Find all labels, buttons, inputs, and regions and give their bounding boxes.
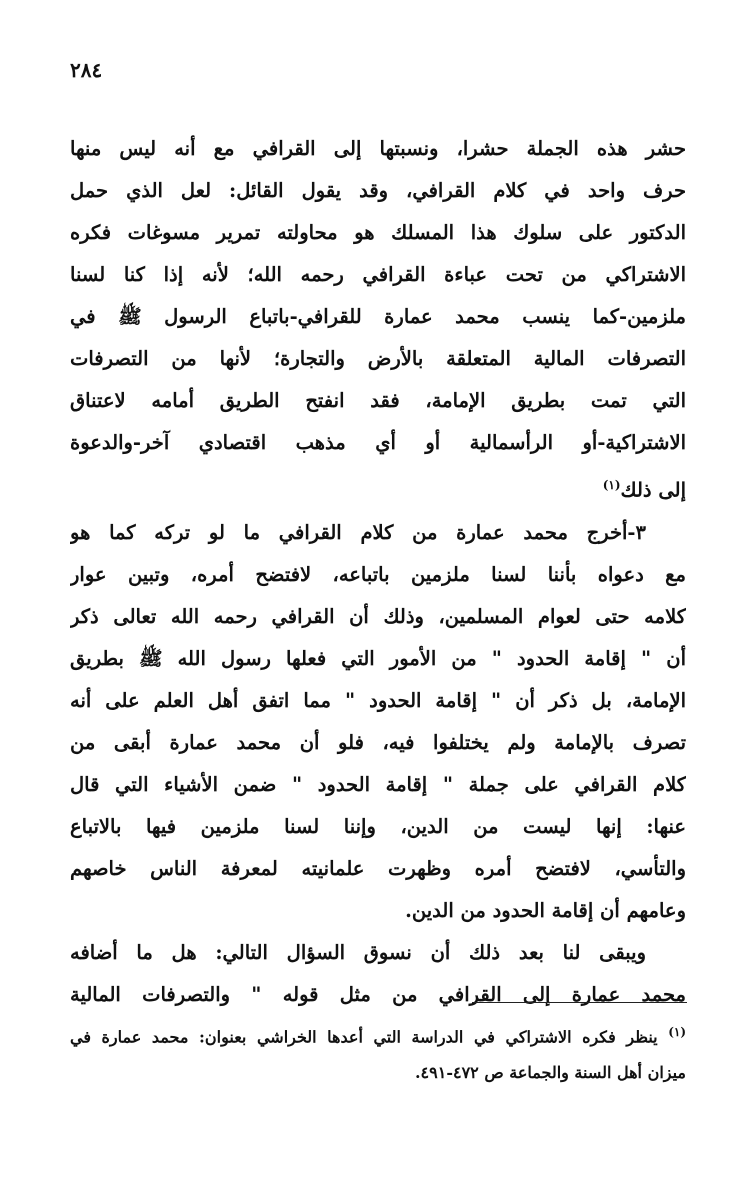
text-line: محمد عمارة إلى القرافي من مثل قوله " والتصرفات المالية <box>70 982 686 1006</box>
footnote-line <box>70 1014 686 1055</box>
text-line: الاشتراكي من تحت عباءة القرافي رحمه الله؛ لأنه إذا كنا لسنا <box>70 263 686 286</box>
text-line: الاشتراكية-أو الرأسمالية أو أي مذهب اقتصادي آخر-والدعوة <box>70 431 686 454</box>
text-line: كلامه حتى لعوام المسلمين، وذلك أن القرافي رحمه الله تعالى ذكر <box>70 604 686 628</box>
text-line: تصرف بالإمامة ولم يختلفوا فيه، فلو أن محمد عمارة أبقى من <box>70 730 686 754</box>
text-line: التصرفات المالية المتعلقة بالأرض والتجارة؛ لأنها من التصرفات <box>70 347 686 370</box>
text-line: الدكتور على سلوك هذا المسلك هو محاولته تمرير مسوغات فكره <box>70 221 686 244</box>
text-line-content: إلى ذلك <box>620 478 686 502</box>
footnote-line: ميزان أهل السنة والجماعة ص ٤٧٢-٤٩١. <box>414 1063 686 1083</box>
text-line: وعامهم أن إقامة الحدود من الدين. <box>405 898 686 922</box>
text-line: مع دعواه بأننا لسنا ملزمين باتباعه، لافتضح أمره، وتبين عوار <box>70 562 686 586</box>
footnote-marker: (١) <box>668 1025 686 1039</box>
page-number: ٢٨٤ <box>70 58 103 82</box>
text-line: ٣-أخرج محمد عمارة من كلام القرافي ما لو تركه كما هو <box>70 520 646 544</box>
main-text <box>70 128 686 1016</box>
text-line: ملزمين-كما ينسب محمد عمارة للقرافي-باتباع الرسول ﷺ في <box>70 305 686 328</box>
text-line <box>70 464 686 512</box>
text-line: كلام القرافي على جملة " إقامة الحدود " ضمن الأشياء التي قال <box>70 772 686 796</box>
text-line: والتأسي، لافتضح أمره وظهرت علمانيته لمعرفة الناس خاصهم <box>70 856 686 880</box>
text-line: أن " إقامة الحدود " من الأمور التي فعلها رسول الله ﷺ بطريق <box>70 646 686 670</box>
footnote-text: ينظر فكره الاشتراكي في الدراسة التي أعدها الخراشي بعنوان: محمد عمارة في <box>70 1027 658 1047</box>
text-line: حرف واحد في كلام القرافي، وقد يقول القائل: لعل الذي حمل <box>70 179 686 202</box>
footnote-reference[interactable]: (١) <box>602 478 621 492</box>
text-line: التي تمت بطريق الإمامة، فقد انفتح الطريق أمامه لاعتناق <box>70 389 686 412</box>
footnote-separator <box>472 1002 687 1003</box>
text-line: عنها: إنها ليست من الدين، وإننا لسنا ملزمين فيها بالاتباع <box>70 814 686 838</box>
text-line: ويبقى لنا بعد ذلك أن نسوق السؤال التالي: هل ما أضافه <box>70 940 646 964</box>
footnote <box>70 1014 686 1091</box>
text-line: حشر هذه الجملة حشرا، ونسبتها إلى القرافي مع أنه ليس منها <box>70 137 686 160</box>
text-line: الإمامة، بل ذكر أن " إقامة الحدود " مما اتفق أهل العلم على أنه <box>70 688 686 712</box>
